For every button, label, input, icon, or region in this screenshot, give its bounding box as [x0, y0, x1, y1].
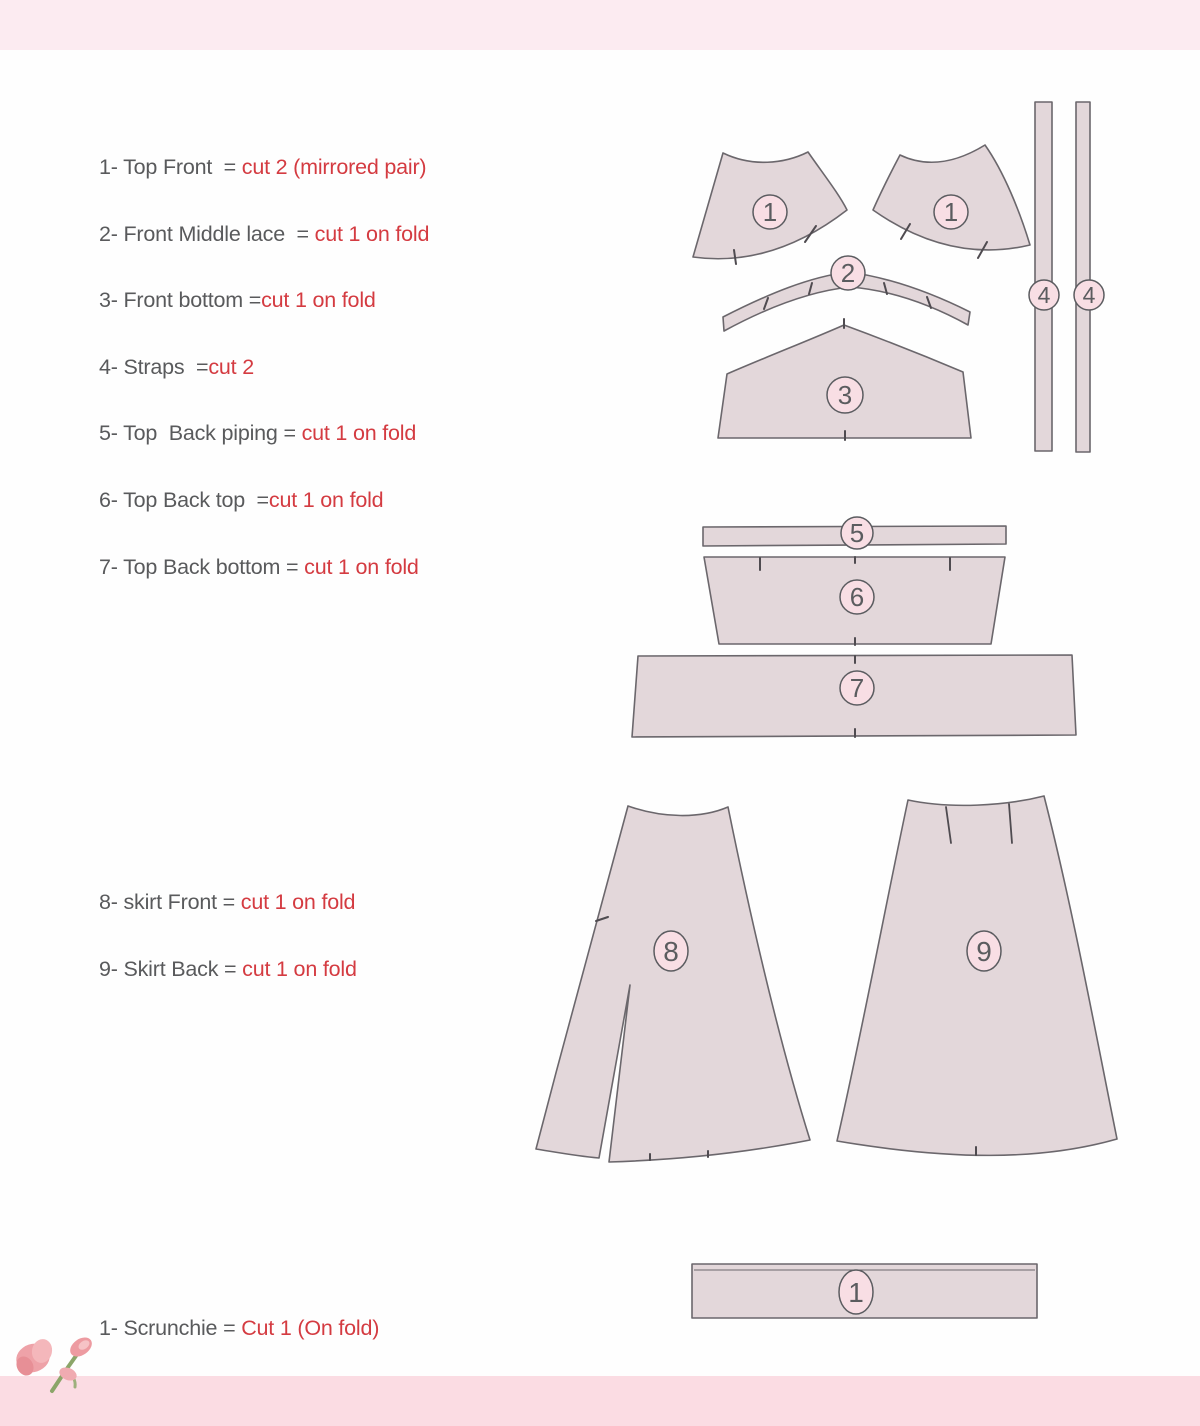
- legend-line-front-bottom: 3- Front bottom =cut 1 on fold: [99, 288, 376, 313]
- piece-strap-left: [1035, 102, 1052, 451]
- badge-top-front-left: [753, 195, 787, 229]
- flower-decoration: [13, 1334, 96, 1391]
- badge-front-middle-lace: [831, 256, 865, 290]
- badge-number: 8: [663, 936, 679, 967]
- badge-number: 7: [849, 673, 865, 703]
- badge-strap-right: [1074, 280, 1104, 310]
- legend-line-skirt-front: 8- skirt Front = cut 1 on fold: [99, 890, 356, 914]
- legend-line-front-middle-lace: 2- Front Middle lace = cut 1 on fold: [99, 221, 430, 246]
- legend-line-scrunchie: 1- Scrunchie = Cut 1 (On fold): [99, 1316, 380, 1340]
- badge-number: 2: [840, 258, 856, 288]
- legend-line-straps: 4- Straps =cut 2: [99, 354, 254, 379]
- badge-top-back-bottom: [840, 671, 874, 705]
- legend-line-top-front: 1- Top Front = cut 2 (mirrored pair): [99, 155, 427, 179]
- badge-number: 6: [849, 582, 865, 612]
- badge-top-front-right: [934, 195, 968, 229]
- badge-scrunchie: [839, 1270, 873, 1314]
- badge-number: 1: [848, 1277, 864, 1308]
- badge-skirt-front: [654, 931, 688, 971]
- piece-strap-right: [1076, 102, 1090, 452]
- badge-skirt-back: [967, 931, 1001, 971]
- badge-number: 9: [976, 936, 992, 967]
- legend-line-top-back-top: 6- Top Back top =cut 1 on fold: [99, 487, 384, 512]
- legend-line-top-back-bottom: 7- Top Back bottom = cut 1 on fold: [99, 554, 419, 579]
- badge-number: 5: [849, 518, 865, 548]
- badge-number: 4: [1082, 282, 1096, 308]
- badge-top-back-piping: [841, 517, 873, 549]
- badge-strap-left: [1029, 280, 1059, 310]
- legend-line-skirt-back: 9- Skirt Back = cut 1 on fold: [99, 956, 357, 981]
- piece-skirt-front: [536, 806, 810, 1162]
- legend-line-top-back-piping: 5- Top Back piping = cut 1 on fold: [99, 421, 417, 446]
- badge-number: 1: [943, 197, 959, 227]
- badge-number: 1: [762, 197, 778, 227]
- badge-number: 3: [837, 380, 853, 410]
- badge-number: 4: [1037, 282, 1051, 308]
- badge-top-back-top: [840, 580, 874, 614]
- badge-front-bottom: [827, 377, 863, 413]
- piece-skirt-back: [837, 796, 1117, 1155]
